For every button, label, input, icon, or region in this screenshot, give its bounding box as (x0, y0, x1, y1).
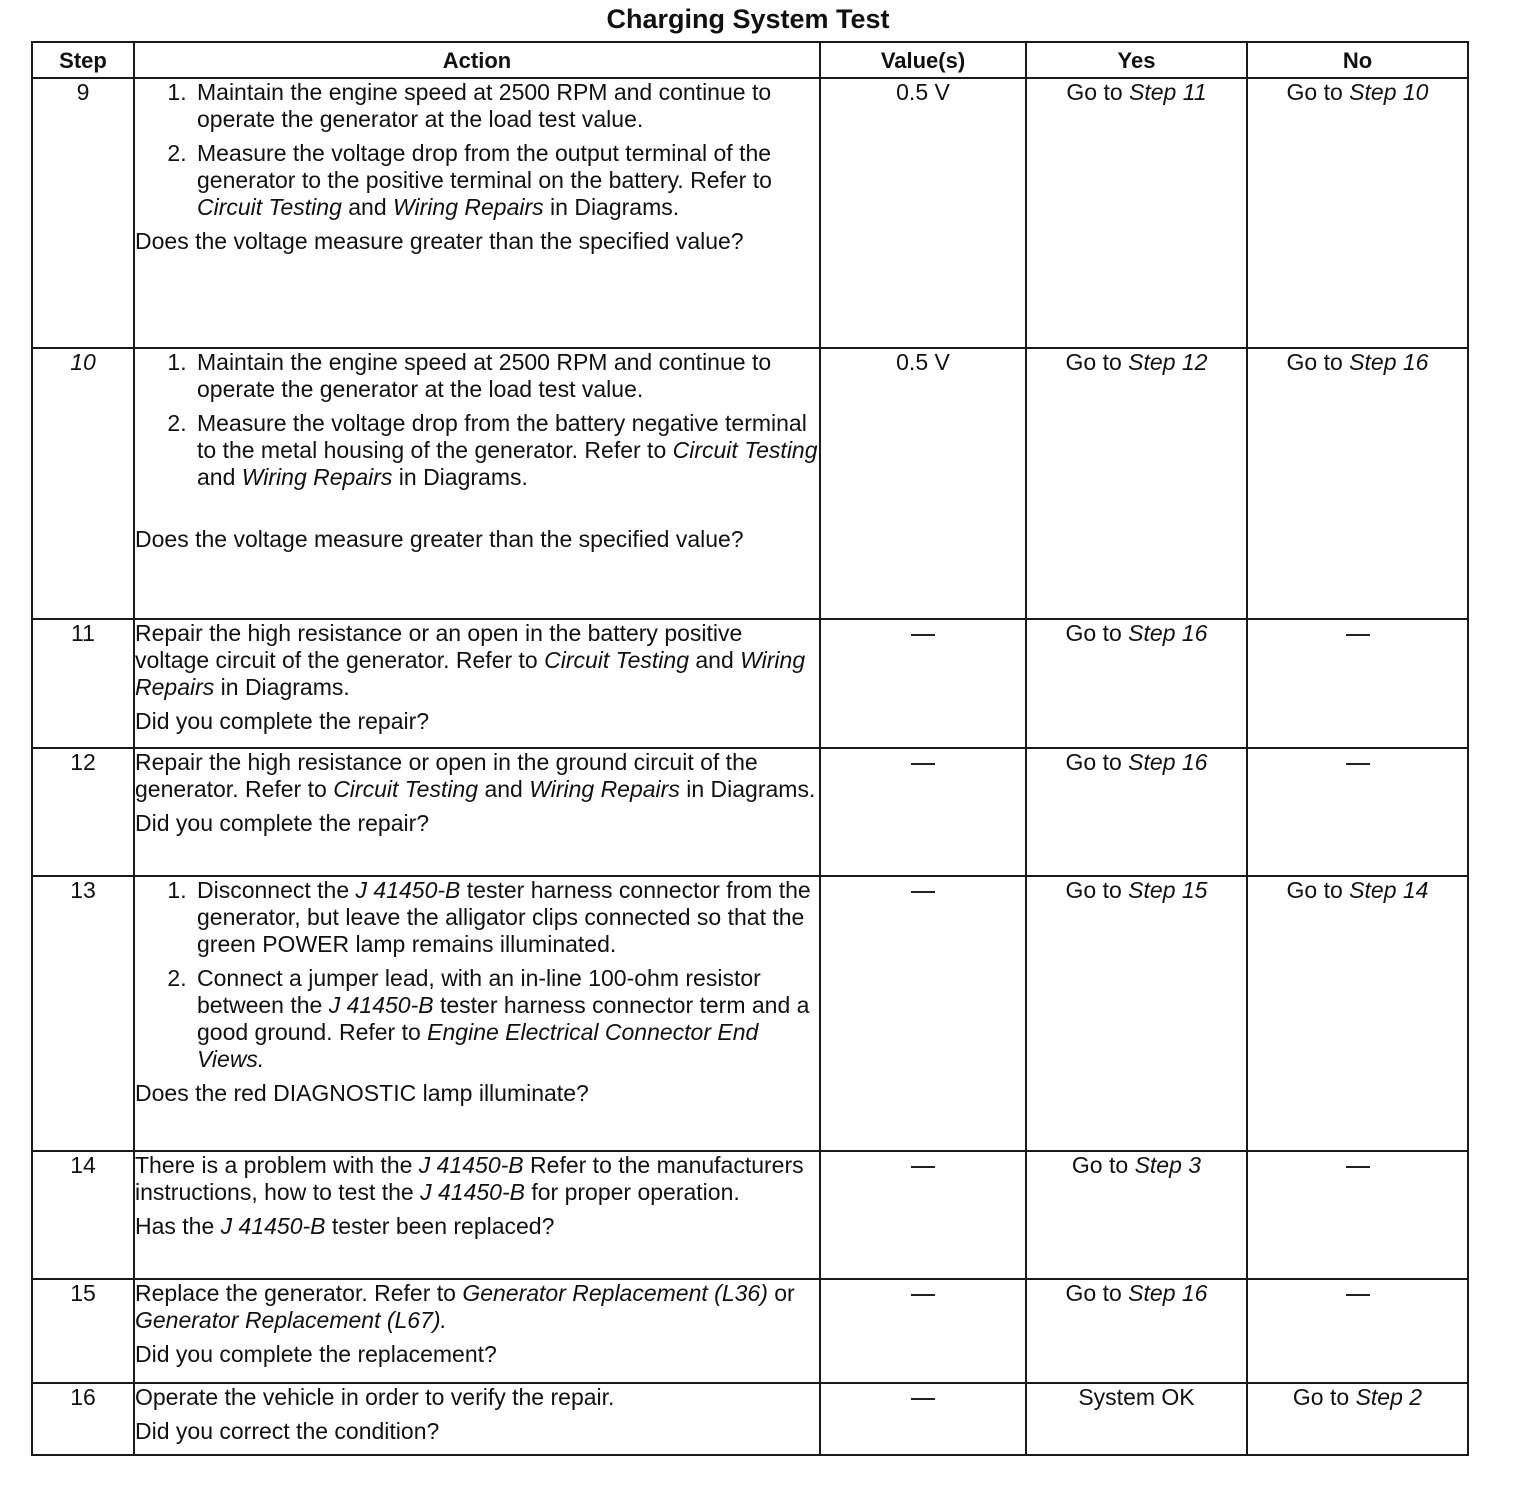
dash-mark (911, 634, 935, 636)
value-cell (820, 619, 1026, 748)
yes-cell: Go to Step 16 (1026, 1279, 1247, 1383)
action-cell (134, 748, 820, 876)
header-step: Step (32, 42, 134, 78)
table-row (32, 1151, 1468, 1279)
action-cell (134, 1279, 820, 1383)
dash-mark (911, 891, 935, 893)
action-text: There is a problem with the J 41450-B Refer to the manufacturers instructions, how to test the J 41450-B for proper operation. (135, 1152, 804, 1205)
value-cell (820, 1151, 1026, 1279)
action-text: Repair the high resistance or open in the ground circuit of the generator. Refer to Circuit Testing and Wiring Repairs in Diagrams. (135, 749, 816, 802)
step-number: 11 (32, 619, 134, 748)
yes-cell: Go to Step 15 (1026, 876, 1247, 1151)
dash-mark (1346, 634, 1370, 636)
header-action: Action (134, 42, 820, 78)
table-row (32, 619, 1468, 748)
no-cell (1247, 748, 1468, 876)
action-item: 2. Connect a jumper lead, with an in-line 100-ohm resistor between the J 41450-B tester harness connector term and a good ground. Refer to Engine Electrical Connector End Views. (193, 965, 819, 1073)
action-cell (134, 348, 820, 619)
yes-cell: Go to Step 16 (1026, 619, 1247, 748)
no-cell (1247, 1279, 1468, 1383)
no-cell: Go to Step 14 (1247, 876, 1468, 1151)
action-cell (134, 1151, 820, 1279)
no-cell (1247, 619, 1468, 748)
page-title: Charging System Test (606, 4, 890, 34)
step-number: 15 (32, 1279, 134, 1383)
step-number: 14 (32, 1151, 134, 1279)
header-no: No (1247, 42, 1468, 78)
action-question: Did you complete the replacement? (135, 1341, 497, 1367)
action-question: Has the J 41450-B tester been replaced? (135, 1213, 555, 1239)
action-question: Did you correct the condition? (135, 1418, 440, 1444)
table-row (32, 78, 1468, 348)
step-number: 12 (32, 748, 134, 876)
table-row (32, 348, 1468, 619)
table-row (32, 748, 1468, 876)
step-number: 16 (32, 1383, 134, 1455)
header-yes: Yes (1026, 42, 1247, 78)
action-item: 2. Measure the voltage drop from the battery negative terminal to the metal housing of the generator. Refer to Circuit Testing and Wiring Repairs in Diagrams. (193, 410, 819, 491)
dash-mark (1346, 1294, 1370, 1296)
action-item: 1. Maintain the engine speed at 2500 RPM and continue to operate the generator at the load test value. (193, 79, 819, 133)
dash-mark (911, 1294, 935, 1296)
action-item: 2. Measure the voltage drop from the output terminal of the generator to the positive terminal on the battery. Refer to Circuit Testing and Wiring Repairs in Diagrams. (193, 140, 819, 221)
step-number: 9 (32, 78, 134, 348)
value-cell (820, 876, 1026, 1151)
header-values: Value(s) (820, 42, 1026, 78)
yes-cell: Go to Step 11 (1026, 78, 1247, 348)
action-text: Repair the high resistance or an open in the battery positive voltage circuit of the generator. Refer to Circuit Testing and Wiring Repairs in Diagrams. (135, 620, 806, 700)
action-question: Does the red DIAGNOSTIC lamp illuminate? (135, 1080, 589, 1106)
action-item: 1. Disconnect the J 41450-B tester harness connector from the generator, but leave the alligator clips connected so that the green POWER lamp remains illuminated. (193, 877, 819, 958)
action-item: 1. Maintain the engine speed at 2500 RPM and continue to operate the generator at the load test value. (193, 349, 819, 403)
action-text: Replace the generator. Refer to Generator Replacement (L36) or Generator Replacement (L67). (135, 1280, 795, 1333)
no-cell: Go to Step 2 (1247, 1383, 1468, 1455)
dash-mark (1346, 763, 1370, 765)
value-cell: 0.5 V (820, 78, 1026, 348)
yes-cell: Go to Step 16 (1026, 748, 1247, 876)
dash-mark (911, 763, 935, 765)
no-cell: Go to Step 16 (1247, 348, 1468, 619)
dash-mark (911, 1398, 935, 1400)
action-question: Does the voltage measure greater than the specified value? (135, 228, 744, 254)
table-row (32, 876, 1468, 1151)
action-question: Does the voltage measure greater than the specified value? (135, 526, 744, 552)
step-number: 10 (32, 348, 134, 619)
action-cell (134, 78, 820, 348)
action-cell (134, 1383, 820, 1455)
header-row (32, 42, 1468, 78)
action-cell (134, 876, 820, 1151)
yes-cell: System OK (1026, 1383, 1247, 1455)
action-cell (134, 619, 820, 748)
value-cell: 0.5 V (820, 348, 1026, 619)
action-question: Did you complete the repair? (135, 810, 430, 836)
table-row (32, 1383, 1468, 1455)
dash-mark (911, 1166, 935, 1168)
value-cell (820, 1383, 1026, 1455)
value-cell (820, 1279, 1026, 1383)
no-cell (1247, 1151, 1468, 1279)
dash-mark (1346, 1166, 1370, 1168)
action-text: Operate the vehicle in order to verify the repair. (135, 1384, 615, 1410)
action-question: Did you complete the repair? (135, 708, 430, 734)
no-cell: Go to Step 10 (1247, 78, 1468, 348)
yes-cell: Go to Step 3 (1026, 1151, 1247, 1279)
value-cell (820, 748, 1026, 876)
yes-cell: Go to Step 12 (1026, 348, 1247, 619)
charging-system-test-table (31, 41, 1469, 1456)
step-number: 13 (32, 876, 134, 1151)
table-row (32, 1279, 1468, 1383)
